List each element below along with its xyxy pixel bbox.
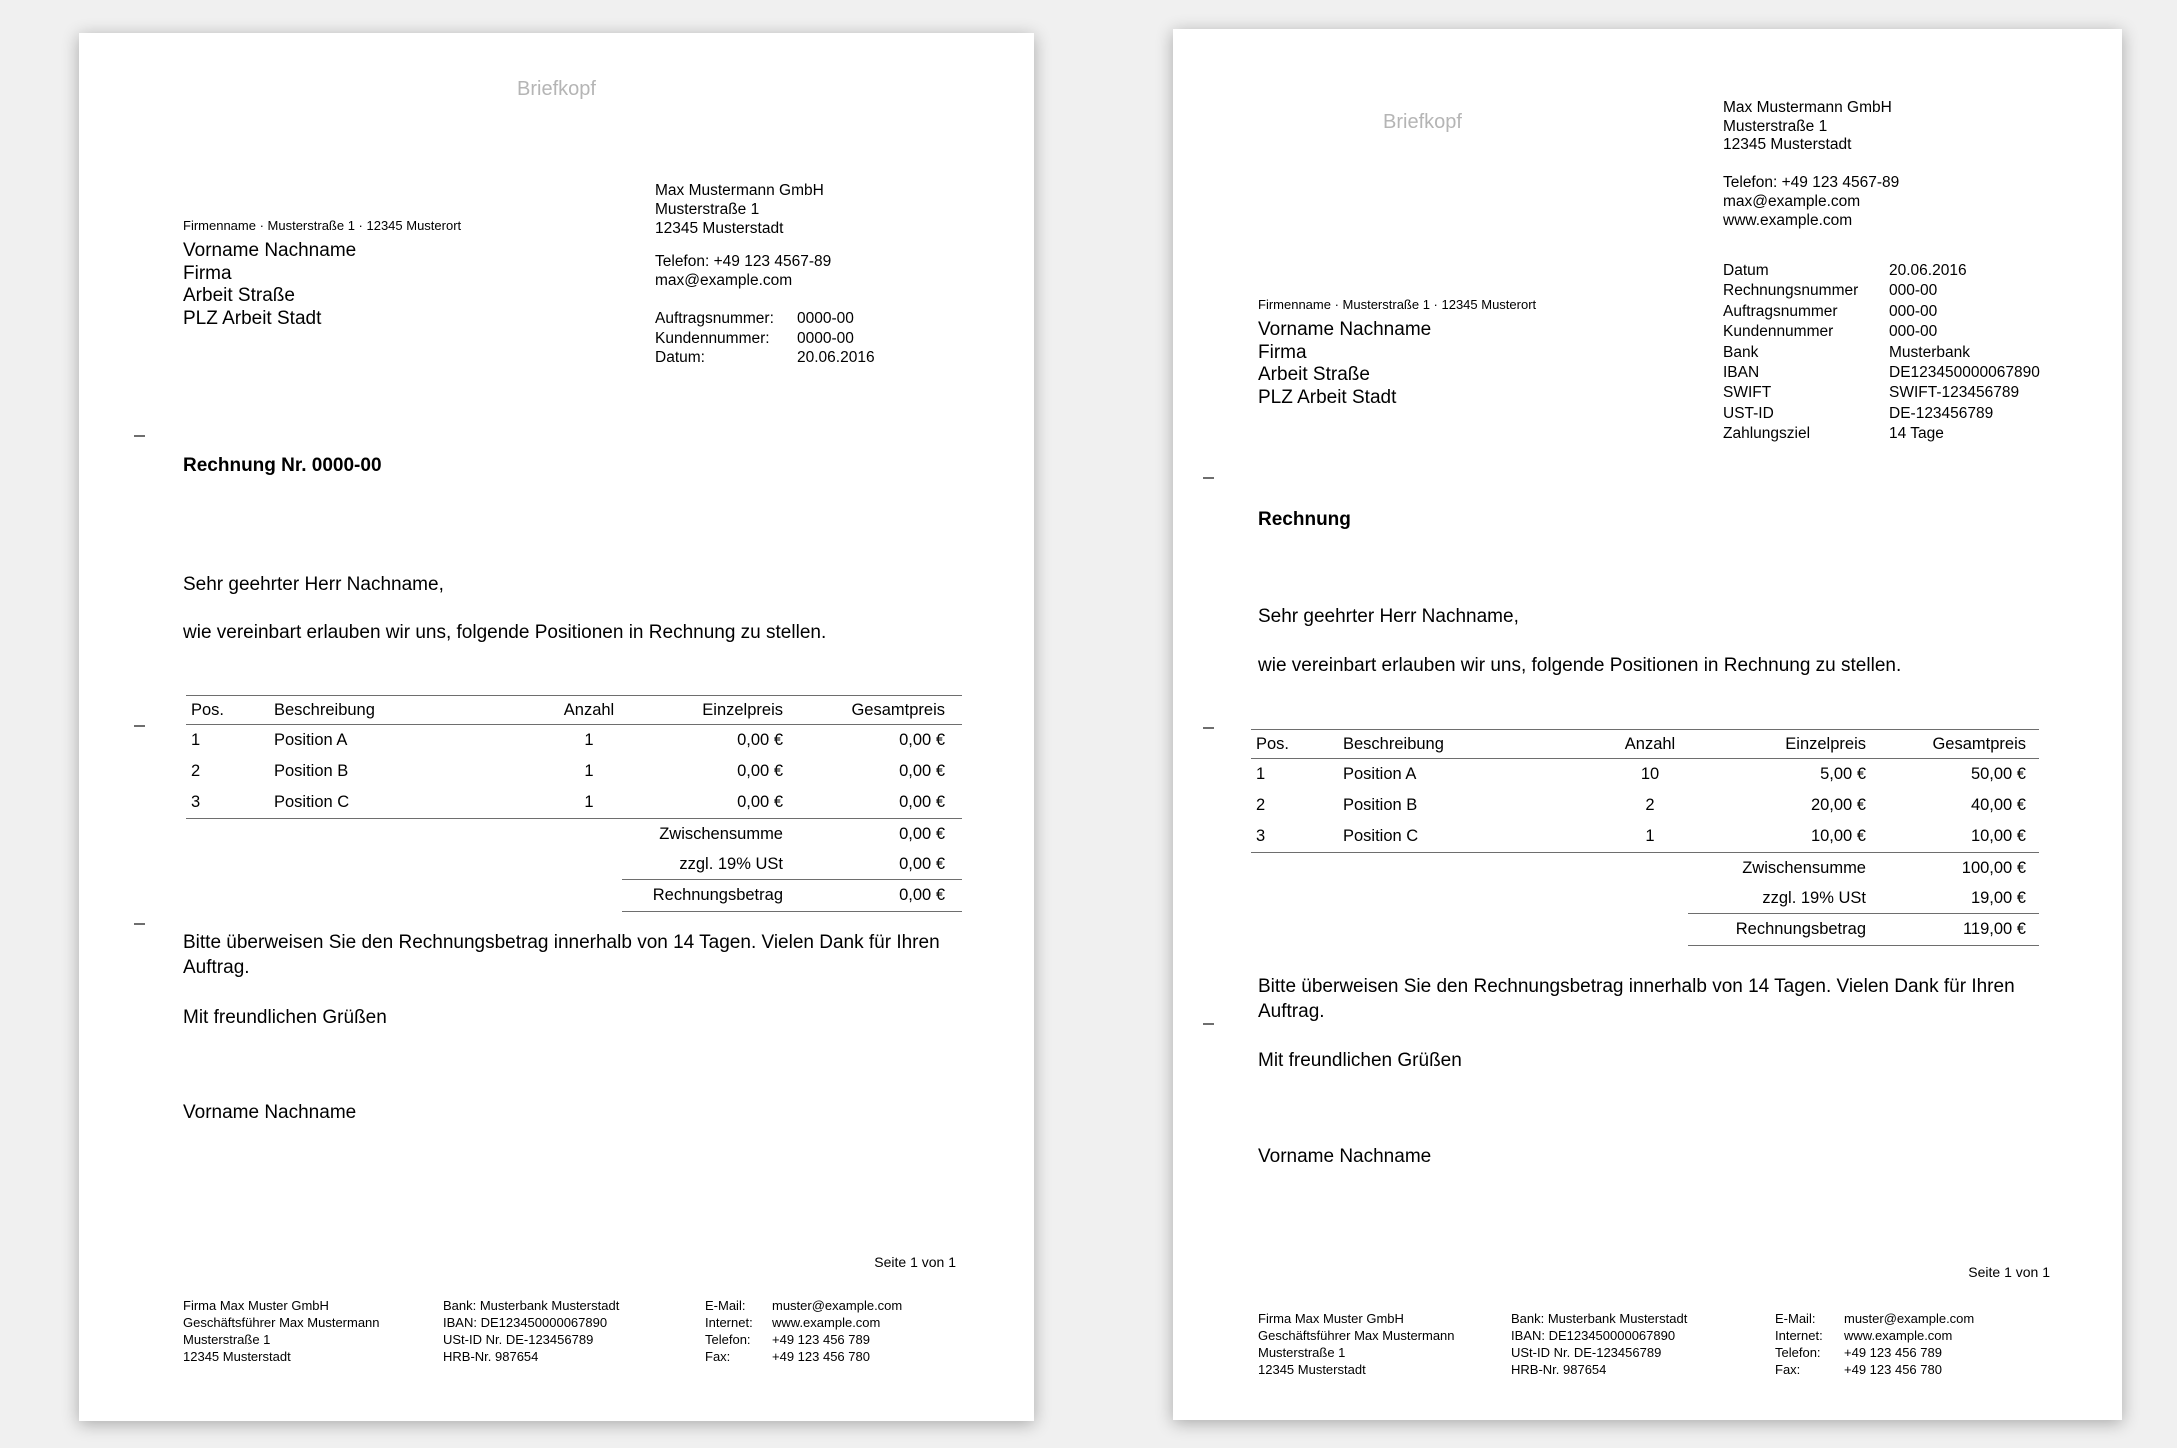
- sender-line: Firmenname · Musterstraße 1 · 12345 Musterort: [183, 218, 462, 233]
- intro-text: wie vereinbart erlauben wir uns, folgende Positionen in Rechnung zu stellen.: [1258, 655, 1902, 676]
- summary-value: 19,00 €: [1970, 888, 2026, 907]
- cell-total-price: 0,00 €: [899, 793, 945, 811]
- meta-label: IBAN: [1723, 364, 1760, 382]
- table-header-row: [1251, 729, 2039, 759]
- header-description: Beschreibung: [274, 700, 375, 719]
- footer-label: Telefon:: [1775, 1345, 1821, 1360]
- meta-label: Zahlungsziel: [1723, 425, 1811, 443]
- item-row: [1251, 790, 2039, 821]
- recipient-line: PLZ Arbeit Stadt: [1258, 386, 1397, 408]
- issuer-line: Max Mustermann GmbH: [655, 182, 824, 199]
- cell-total-price: 10,00 €: [1970, 827, 2026, 845]
- summary-label: Rechnungsbetrag: [652, 886, 783, 904]
- footer-value: www.example.com: [1844, 1328, 1953, 1343]
- fold-mark: [134, 435, 145, 437]
- issuer-contact: [1723, 173, 1899, 230]
- cell-unit-price: 0,00 €: [737, 731, 783, 749]
- footer-company: [183, 1297, 380, 1365]
- footer-value: muster@example.com: [772, 1298, 903, 1313]
- issuer-contact-line: Telefon: +49 123 4567-89: [655, 253, 832, 270]
- issuer-address: [1723, 99, 1892, 155]
- fold-mark: [134, 923, 145, 925]
- header-description: Beschreibung: [1343, 734, 1444, 753]
- issuer-line: Musterstraße 1: [1723, 117, 1828, 135]
- footer-value: +49 123 456 789: [772, 1332, 870, 1347]
- footer-line: Geschäftsführer Max Mustermann: [1258, 1328, 1455, 1343]
- cell-description: Position C: [1343, 827, 1419, 845]
- footer-line: 12345 Musterstadt: [183, 1349, 291, 1364]
- meta-value: 0000-00: [797, 329, 854, 347]
- invoice-title: Rechnung: [1258, 509, 1351, 530]
- payment-note: Bitte überweisen Sie den Rechnungsbetrag innerhalb von 14 Tagen. Vielen Dank für Ihren Auftrag.: [183, 932, 940, 978]
- summary-row-grand-total: [1688, 913, 2039, 946]
- footer-value: +49 123 456 789: [1844, 1345, 1942, 1360]
- cell-total-price: 0,00 €: [899, 731, 945, 749]
- issuer-line: Musterstraße 1: [655, 201, 760, 218]
- cell-description: Position A: [1343, 765, 1417, 783]
- cell-description: Position A: [274, 731, 348, 749]
- footer-line: Firma Max Muster GmbH: [1258, 1311, 1404, 1326]
- footer-value: muster@example.com: [1844, 1311, 1975, 1326]
- footer-label: E-Mail:: [1775, 1311, 1816, 1326]
- fold-mark: [134, 725, 145, 727]
- header-quantity: Anzahl: [1624, 734, 1676, 753]
- meta-label: Bank: [1723, 343, 1759, 361]
- footer-line: Bank: Musterbank Musterstadt: [1511, 1311, 1688, 1326]
- recipient-line: Firma: [1258, 341, 1307, 363]
- cell-total-price: 0,00 €: [899, 762, 945, 780]
- meta-value: 0000-00: [797, 310, 854, 327]
- cell-total-price: 40,00 €: [1970, 796, 2026, 814]
- header-total-price: Gesamtpreis: [851, 700, 945, 719]
- header-unit-price: Einzelpreis: [702, 700, 783, 719]
- recipient-address: [1258, 319, 1431, 409]
- recipient-line: Vorname Nachname: [1258, 319, 1432, 340]
- cell-quantity: 2: [1645, 796, 1655, 814]
- table-header-row: [186, 695, 962, 725]
- meta-label: Auftragsnummer:: [655, 310, 774, 327]
- footer-label: E-Mail:: [705, 1298, 746, 1313]
- issuer-line: 12345 Musterstadt: [1723, 136, 1852, 153]
- footer-company: [1258, 1310, 1455, 1378]
- issuer-line: Max Mustermann GmbH: [1723, 99, 1892, 116]
- cell-pos: 3: [1256, 827, 1266, 845]
- summary-label: Zwischensumme: [1742, 858, 1866, 877]
- cell-unit-price: 0,00 €: [737, 793, 783, 811]
- sender-line: Firmenname · Musterstraße 1 · 12345 Musterort: [1258, 297, 1537, 312]
- meta-label: SWIFT: [1723, 384, 1772, 402]
- footer-line: IBAN: DE123450000067890: [443, 1315, 608, 1330]
- meta-value: 000-00: [1889, 302, 1938, 320]
- cell-pos: 1: [1256, 765, 1266, 783]
- footer-value: +49 123 456 780: [1844, 1362, 1942, 1377]
- signature-name: Vorname Nachname: [183, 1102, 357, 1123]
- header-pos: Pos.: [1256, 734, 1290, 753]
- invoice-page-blank: [79, 33, 1034, 1421]
- regards-text: Mit freundlichen Grüßen: [183, 1007, 387, 1028]
- item-row: [186, 756, 962, 787]
- summary-value: 0,00 €: [899, 886, 945, 904]
- meta-value: DE123450000067890: [1889, 364, 2040, 382]
- salutation: Sehr geehrter Herr Nachname,: [1258, 606, 1519, 627]
- page-number: Seite 1 von 1: [1968, 1264, 2050, 1280]
- regards-text: Mit freundlichen Grüßen: [1258, 1050, 1462, 1071]
- issuer-contact: [655, 252, 831, 290]
- footer-line: Musterstraße 1: [1258, 1345, 1346, 1360]
- summary-label: zzgl. 19% USt: [1762, 888, 1866, 907]
- signature-name: Vorname Nachname: [1258, 1146, 1432, 1167]
- cell-description: Position B: [274, 762, 349, 780]
- recipient-line: Arbeit Straße: [183, 285, 295, 306]
- header-quantity: Anzahl: [563, 700, 615, 719]
- recipient-line: Firma: [183, 262, 232, 284]
- summary-value: 119,00 €: [1962, 920, 2026, 938]
- cell-quantity: 1: [1645, 827, 1655, 845]
- item-row: [1251, 821, 2039, 853]
- issuer-contact-line: max@example.com: [655, 272, 793, 289]
- cell-unit-price: 5,00 €: [1820, 765, 1866, 783]
- summary-label: zzgl. 19% USt: [679, 854, 783, 873]
- item-row: [186, 725, 962, 756]
- footer-line: Musterstraße 1: [183, 1332, 271, 1347]
- invoice-page-filled: [1173, 29, 2122, 1420]
- meta-label: Kundennummer: [1723, 323, 1834, 341]
- footer-contact: [705, 1297, 902, 1365]
- footer-line: USt-ID Nr. DE-123456789: [1511, 1345, 1662, 1360]
- footer-bank: [1511, 1310, 1687, 1378]
- footer-bank: [443, 1297, 619, 1365]
- meta-value: 14 Tage: [1889, 425, 1944, 443]
- issuer-line: 12345 Musterstadt: [655, 220, 784, 237]
- intro-text: wie vereinbart erlauben wir uns, folgende Positionen in Rechnung zu stellen.: [183, 622, 827, 643]
- summary-row-subtotal: [1688, 853, 2039, 883]
- items-table: [1251, 729, 2039, 946]
- meta-value: 000-00: [1889, 323, 1938, 341]
- meta-label: Datum:: [655, 349, 705, 366]
- meta-value: 20.06.2016: [797, 349, 875, 366]
- cell-description: Position B: [1343, 796, 1418, 814]
- cell-pos: 2: [1256, 796, 1266, 814]
- header-total-price: Gesamtpreis: [1932, 734, 2026, 753]
- fold-mark: [1203, 477, 1214, 479]
- cell-pos: 3: [191, 793, 201, 811]
- cell-quantity: 10: [1640, 765, 1660, 783]
- header-unit-price: Einzelpreis: [1785, 734, 1866, 753]
- footer-label: Internet:: [1775, 1328, 1823, 1343]
- cell-pos: 1: [191, 731, 201, 749]
- footer-label: Fax:: [705, 1349, 731, 1364]
- cell-quantity: 1: [584, 793, 594, 811]
- salutation: Sehr geehrter Herr Nachname,: [183, 574, 444, 595]
- summary-row-subtotal: [622, 819, 962, 849]
- meta-label: Kundennummer:: [655, 329, 770, 347]
- items-table: [186, 695, 962, 912]
- item-row: [1251, 759, 2039, 790]
- cell-unit-price: 0,00 €: [737, 762, 783, 780]
- invoice-meta: [655, 309, 875, 368]
- footer-line: USt-ID Nr. DE-123456789: [443, 1332, 594, 1347]
- item-row: [186, 787, 962, 819]
- summary-row-vat: [622, 849, 962, 879]
- issuer-contact-line: www.example.com: [1723, 212, 1853, 229]
- recipient-line: Vorname Nachname: [183, 240, 357, 261]
- cell-unit-price: 10,00 €: [1810, 827, 1866, 845]
- header-pos: Pos.: [191, 700, 225, 719]
- issuer-address: [655, 181, 824, 238]
- recipient-address: [183, 240, 356, 330]
- totals-section: [622, 819, 962, 912]
- page-number: Seite 1 von 1: [874, 1254, 956, 1270]
- footer-line: HRB-Nr. 987654: [1511, 1362, 1607, 1377]
- footer-line: 12345 Musterstadt: [1258, 1362, 1366, 1377]
- footer-line: HRB-Nr. 987654: [443, 1349, 539, 1364]
- footer-line: Bank: Musterbank Musterstadt: [443, 1298, 620, 1313]
- meta-label: Auftragsnummer: [1723, 302, 1838, 320]
- meta-label: Rechnungsnummer: [1723, 282, 1859, 300]
- cell-unit-price: 20,00 €: [1810, 796, 1866, 814]
- letterhead-watermark: Briefkopf: [517, 78, 596, 100]
- footer-line: Firma Max Muster GmbH: [183, 1298, 329, 1313]
- issuer-contact-line: max@example.com: [1723, 193, 1861, 210]
- summary-value: 100,00 €: [1961, 858, 2026, 877]
- payment-note: Bitte überweisen Sie den Rechnungsbetrag innerhalb von 14 Tagen. Vielen Dank für Ihren Auftrag.: [1258, 976, 2015, 1022]
- footer-value: +49 123 456 780: [772, 1349, 870, 1364]
- cell-pos: 2: [191, 762, 201, 780]
- summary-row-grand-total: [622, 879, 962, 912]
- cell-description: Position C: [274, 793, 350, 811]
- recipient-line: PLZ Arbeit Stadt: [183, 307, 322, 329]
- totals-section: [1688, 853, 2039, 946]
- meta-value: Musterbank: [1889, 343, 1970, 361]
- footer-contact: [1775, 1310, 1974, 1378]
- footer-label: Fax:: [1775, 1362, 1801, 1377]
- footer-line: Geschäftsführer Max Mustermann: [183, 1315, 380, 1330]
- summary-label: Zwischensumme: [659, 824, 783, 843]
- footer-label: Telefon:: [705, 1332, 751, 1347]
- meta-label: UST-ID: [1723, 404, 1774, 422]
- fold-mark: [1203, 1023, 1214, 1025]
- issuer-contact-line: Telefon: +49 123 4567-89: [1723, 174, 1900, 191]
- footer-line: IBAN: DE123450000067890: [1511, 1328, 1676, 1343]
- summary-label: Rechnungsbetrag: [1735, 920, 1866, 938]
- recipient-line: Arbeit Straße: [1258, 364, 1370, 385]
- summary-value: 0,00 €: [899, 824, 945, 843]
- cell-quantity: 1: [584, 762, 594, 780]
- invoice-title: Rechnung Nr. 0000-00: [183, 455, 382, 476]
- summary-row-vat: [1688, 883, 2039, 913]
- summary-value: 0,00 €: [899, 854, 945, 873]
- footer-label: Internet:: [705, 1315, 753, 1330]
- cell-total-price: 50,00 €: [1970, 765, 2026, 783]
- meta-value: SWIFT-123456789: [1889, 384, 2020, 402]
- letterhead-watermark: Briefkopf: [1383, 111, 1462, 133]
- footer-value: www.example.com: [772, 1315, 881, 1330]
- cell-quantity: 1: [584, 731, 594, 749]
- meta-value: 20.06.2016: [1889, 262, 1967, 279]
- meta-value: DE-123456789: [1889, 404, 1994, 422]
- invoice-meta: [1723, 261, 2040, 445]
- fold-mark: [1203, 727, 1214, 729]
- meta-label: Datum: [1723, 262, 1769, 279]
- meta-value: 000-00: [1889, 282, 1938, 300]
